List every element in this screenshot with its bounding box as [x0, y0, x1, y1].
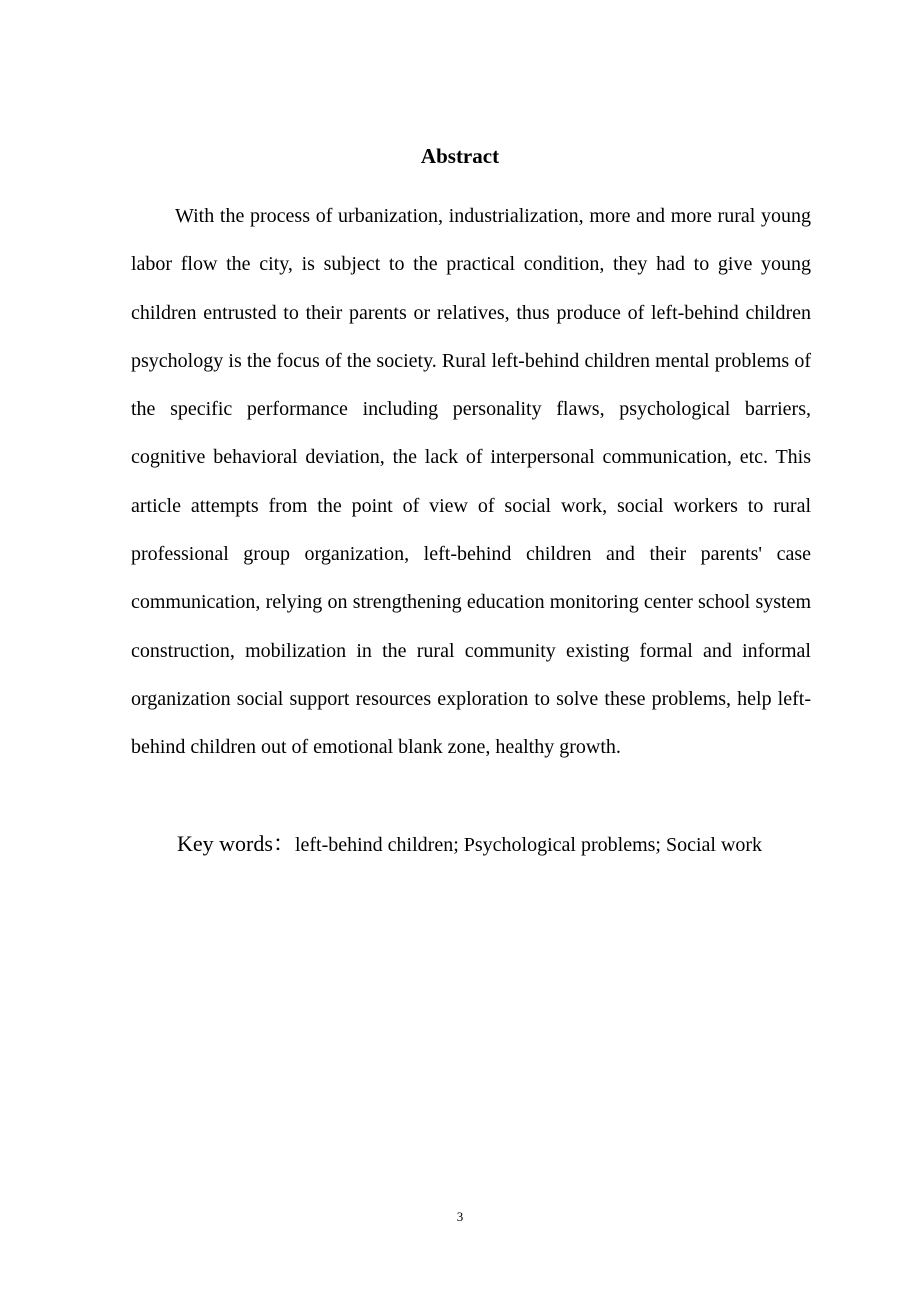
keywords-text: left-behind children; Psychological problems; Social work	[294, 834, 763, 856]
keywords-line	[131, 820, 821, 869]
abstract-title: Abstract	[420, 144, 500, 168]
page-number: 3	[456, 1209, 464, 1224]
keywords-label: Key words：	[177, 831, 295, 856]
abstract-body: With the process of urbanization, industrialization, more and more rural young labor flow the city, is subject to the practical condition, they had to give young children entrusted to their parents or relatives, thus produce of left-behind children psychology is the focus of the society. Rural left-behind children mental problems of the specific performance including personality flaws, psychological barriers, cognitive behavioral deviation, the lack of interpersonal communication, etc. This article attempts from the point of view of social work, social workers to rural professional group organization, left-behind children and their parents' case communication, relying on strengthening education monitoring center school system construction, mobilization in the rural community existing formal and informal organization social support resources exploration to solve these problems, help left-behind children out of emotional blank zone, healthy growth.	[131, 205, 811, 759]
